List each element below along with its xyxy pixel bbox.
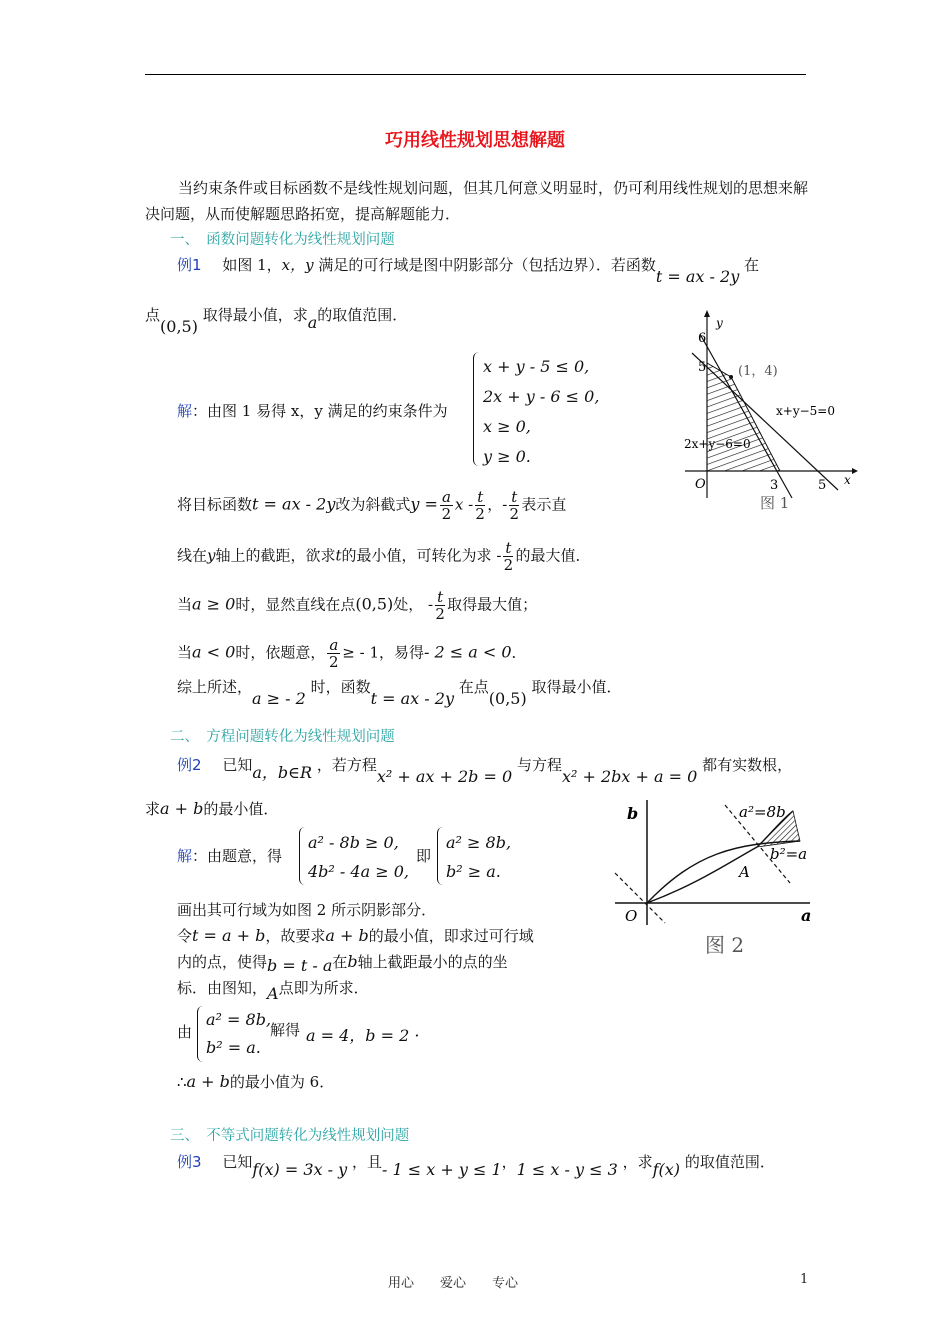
math: t = ax - 2y xyxy=(655,267,740,286)
text: 在点 xyxy=(458,678,489,696)
system-c xyxy=(206,1006,271,1062)
origin-label: O xyxy=(695,477,706,492)
math: 1 ≤ x - y ≤ 3 xyxy=(516,1160,618,1179)
example-1-line-2 xyxy=(145,304,408,336)
example-label: 例1 xyxy=(177,256,202,274)
figure-2-feasible-region xyxy=(605,795,835,965)
text: ，故要求 xyxy=(265,927,326,945)
constraint: b² ≥ a. xyxy=(446,862,501,881)
math: t = a + b xyxy=(192,926,266,945)
tick-label: 6 xyxy=(698,331,707,346)
math: (0,5) xyxy=(355,594,394,614)
example-1-line-1 xyxy=(177,254,760,286)
constraint: x ≥ 0, xyxy=(483,417,531,436)
text: 都有实数根， xyxy=(702,756,793,774)
math: a < 0 xyxy=(192,642,236,662)
axis-label: x xyxy=(844,473,851,487)
tick-label: 5 xyxy=(818,478,827,493)
text: 的最小值，即求过可行域 xyxy=(368,927,534,945)
solution-2-intro xyxy=(177,845,282,866)
page-number: 1 xyxy=(800,1272,809,1287)
math: a xyxy=(307,313,318,332)
text: 点 xyxy=(145,306,161,324)
text: ． xyxy=(511,643,527,662)
example-label: 例3 xyxy=(177,1153,202,1171)
solution-label: 解 xyxy=(177,847,193,865)
text: 即 xyxy=(416,847,432,865)
text: 取得最小值，求 xyxy=(202,306,308,324)
shaded-region xyxy=(707,363,780,471)
math: b = t - a xyxy=(267,956,333,975)
math: a ≥ - 2 xyxy=(252,689,306,708)
intro-paragraph: 当约束条件或目标函数不是线性规划问题，但其几何意义明显时，仍可利用线性规划的思想来解决问题，从而使解题思路拓宽，提高解题能力． xyxy=(145,179,809,223)
figure-1-feasible-region xyxy=(680,308,860,518)
system-a xyxy=(308,828,409,886)
math: f(x) xyxy=(652,1160,681,1179)
section-heading-3: 三、 不等式问题转化为线性规划问题 xyxy=(170,1128,410,1144)
math: y = xyxy=(410,494,438,514)
axis-label: b xyxy=(627,804,639,823)
point-label: (1，4) xyxy=(738,364,778,379)
math: t = ax - 2y xyxy=(370,689,454,708)
text: 的最小值，可转化为求 xyxy=(341,546,492,565)
math: t xyxy=(335,546,342,565)
math: a = 4，b = 2 · xyxy=(306,1026,420,1045)
document-title: 巧用线性规划思想解题 xyxy=(385,130,565,151)
math: a + b xyxy=(160,799,204,818)
text: 由 xyxy=(177,1023,193,1041)
text: 已知 xyxy=(222,1153,253,1171)
math: a，b∈R xyxy=(252,763,313,782)
text: 时，显然直线在点 xyxy=(235,595,356,614)
constraint: 4b² - 4a ≥ 0, xyxy=(308,862,409,881)
math: t = ax - 2y xyxy=(252,494,336,514)
text: 与方程 xyxy=(516,756,562,774)
footer-motto: 用心 爱心 专心 xyxy=(388,1276,519,1291)
y-arrow-icon xyxy=(704,310,710,317)
constraint: y ≥ 0. xyxy=(483,447,531,466)
origin-label: O xyxy=(625,907,638,925)
dashed-line xyxy=(615,873,665,923)
solution-label: 解 xyxy=(177,402,193,420)
text: 已知 xyxy=(222,756,253,774)
text: 时，依题意， xyxy=(235,643,326,662)
math: - 2 ≤ a < 0 xyxy=(424,642,512,662)
constraint: a² ≥ 8b, xyxy=(446,833,512,852)
math: (0,5) xyxy=(488,689,527,708)
text: 处， xyxy=(393,595,424,614)
text: 求 xyxy=(145,800,161,818)
text: ：由题意，得 xyxy=(192,847,283,865)
text: 当 xyxy=(177,595,193,614)
tick-label: 3 xyxy=(770,478,779,493)
solution-1-step-1: 将目标函数t = ax - 2y改为斜截式y = $\frac{a}{2}$ x - $\frac{t}{2}$ ，- $\frac{t}{2}$ 表示直 xyxy=(177,488,567,523)
text: ∴ xyxy=(177,1073,187,1091)
solution-1-step-3: 当a ≥ 0时，显然直线在点(0,5)处， - $\frac{t}{2}$ 取得最大值； xyxy=(177,588,538,623)
text: 的取值范围． xyxy=(684,1153,775,1171)
math: x² + ax + 2b = 0 xyxy=(376,767,513,786)
text: 轴上的截距，欲求 xyxy=(215,546,336,565)
text: ， xyxy=(501,1153,517,1171)
example-2-line-2 xyxy=(145,798,278,819)
text: 的取值范围． xyxy=(317,306,408,324)
curve-label: b²=a xyxy=(770,845,808,863)
text: 线在 xyxy=(177,546,208,565)
tick-label: 5 xyxy=(698,360,707,375)
text: 令 xyxy=(177,927,193,945)
point-label: A xyxy=(739,863,750,881)
math: a + b xyxy=(186,1072,230,1091)
solution-1-step-4: 当a < 0时，依题意， $\frac{a}{2}$ ≥ - 1，易得- 2 ≤ a < 0． xyxy=(177,636,527,671)
math: x² + 2bx + a = 0 xyxy=(561,767,698,786)
math: b xyxy=(347,952,358,971)
axis-label: a xyxy=(801,906,812,925)
math: x，y xyxy=(281,256,314,274)
text: 时，函数 xyxy=(310,678,371,696)
solution-1-intro xyxy=(177,400,448,421)
math: y xyxy=(207,546,216,565)
text: 内的点，使得 xyxy=(177,953,268,971)
system-brace xyxy=(473,352,482,466)
text: 轴上截距最小的点的坐 xyxy=(357,953,508,971)
math: f(x) = 3x - y xyxy=(252,1160,348,1179)
header-rule xyxy=(145,74,806,75)
figure-caption: 图 1 xyxy=(760,494,790,512)
text: 标．由图知， xyxy=(177,979,268,997)
text: ，求 xyxy=(622,1153,653,1171)
text: 如图 1， xyxy=(222,256,282,274)
math: (0,5) xyxy=(160,317,198,336)
constraint-system-1 xyxy=(483,352,599,472)
solution-1-conclusion xyxy=(177,676,622,708)
text: 的最小值． xyxy=(203,800,279,818)
system-brace xyxy=(197,1006,205,1062)
text: 的最小值为 6． xyxy=(229,1073,335,1091)
text: 在 xyxy=(744,256,760,274)
constraint: 2x + y - 6 ≤ 0, xyxy=(483,387,600,406)
text: 取得最小值． xyxy=(531,678,622,696)
text: 满足的可行域是图中阴影部分（包括边界）．若函数 xyxy=(318,256,656,274)
text: 取得最大值； xyxy=(447,595,538,614)
figure-caption: 图 2 xyxy=(705,933,745,957)
section-heading-2: 二、 方程问题转化为线性规划问题 xyxy=(170,729,395,745)
math: a + b xyxy=(325,926,369,945)
system-brace xyxy=(299,827,307,885)
line-label: x+y−5=0 xyxy=(776,404,835,418)
system-b xyxy=(446,828,511,886)
text: 画出其可行域为如图 2 所示阴影部分． xyxy=(177,901,437,919)
system-brace xyxy=(437,827,445,885)
line-label: 2x+y−6=0 xyxy=(684,437,751,451)
math: - 1 ≤ x + y ≤ 1 xyxy=(381,1160,502,1179)
constraint: b² = a. xyxy=(206,1038,261,1057)
text: ≥ - 1，易得 xyxy=(342,643,424,662)
math: a ≥ 0 xyxy=(192,594,236,614)
text: ，若方程 xyxy=(316,756,377,774)
text-line xyxy=(177,975,534,1001)
text: 解得 xyxy=(270,1021,301,1039)
constraint: a² = 8b, xyxy=(206,1010,272,1029)
text: 的最大值． xyxy=(515,546,591,565)
text: 改为斜截式 xyxy=(335,495,411,514)
text: 当 xyxy=(177,643,193,662)
section-heading-1: 一、 函数问题转化为线性规划问题 xyxy=(170,232,395,248)
solution-2-body xyxy=(177,898,534,1001)
vertex-point xyxy=(729,375,733,379)
text: ，且 xyxy=(351,1153,382,1171)
math: A xyxy=(267,984,279,1003)
constraint: a² - 8b ≥ 0, xyxy=(308,833,399,852)
text-line xyxy=(177,923,534,949)
solution-2-conclusion xyxy=(177,1071,334,1092)
text-line xyxy=(177,949,534,975)
text: 在 xyxy=(332,953,348,971)
text: 点即为所求． xyxy=(278,979,369,997)
x-arrow-icon xyxy=(852,468,858,474)
text: 综上所述， xyxy=(177,678,253,696)
solution-1-step-2: 线在y轴上的截距，欲求t的最小值，可转化为求 - $\frac{t}{2}$ 的最大值． xyxy=(177,539,591,574)
curve-label: a²=8b xyxy=(739,803,786,821)
constraint: x + y - 5 ≤ 0, xyxy=(483,357,590,376)
text: 将目标函数 xyxy=(177,495,253,514)
axis-label: y xyxy=(716,316,723,330)
example-2-line-1 xyxy=(177,752,793,786)
text: ：由图 1 易得 x，y 满足的约束条件为 xyxy=(192,402,448,420)
example-label: 例2 xyxy=(177,756,202,774)
example-3-line xyxy=(177,1151,775,1179)
text: 表示直 xyxy=(521,495,567,514)
